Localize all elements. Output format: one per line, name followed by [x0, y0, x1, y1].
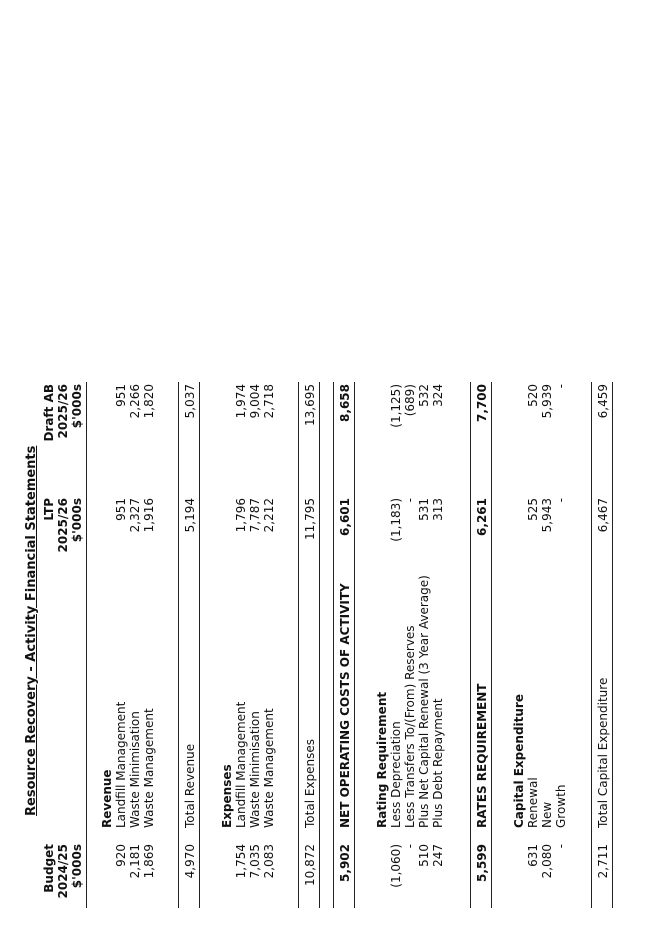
- total-expenses-label: Total Expenses: [303, 738, 317, 828]
- rating-label: Less Depreciation: [389, 721, 403, 828]
- capex-ltp: 525: [526, 498, 540, 521]
- rates-top-rule: [470, 382, 471, 908]
- total-capex-label: Total Capital Expenditure: [596, 677, 610, 828]
- statement-title: Resource Recovery - Activity Financial Statements: [24, 445, 39, 816]
- expense-ltp: 7,787: [248, 498, 262, 533]
- revenue-budget: 1,869: [142, 844, 156, 879]
- rating-budget: -: [403, 844, 417, 849]
- expenses-heading: Expenses: [220, 764, 234, 828]
- net-cost-draft: 8,658: [338, 384, 352, 422]
- rates-draft: 7,700: [475, 384, 489, 422]
- rates-budget: 5,599: [475, 844, 489, 882]
- total-expenses-draft: 13,695: [303, 384, 317, 426]
- capex-draft: -: [554, 384, 568, 389]
- ltp-header-3: $'000s: [70, 498, 84, 543]
- rates-label: RATES REQUIREMENT: [475, 683, 489, 828]
- revenue-budget: 920: [114, 844, 128, 867]
- net-cost-label: NET OPERATING COSTS OF ACTIVITY: [338, 583, 352, 828]
- total-expenses-bottom-rule: [319, 382, 320, 908]
- revenue-label: Waste Minimisation: [128, 711, 142, 828]
- rating-label: Plus Net Capital Renewal (3 Year Average): [417, 575, 431, 828]
- total-revenue-label: Total Revenue: [183, 743, 197, 828]
- capex-label: New: [540, 801, 554, 828]
- draft-header-2: 2025/26: [56, 384, 70, 439]
- capex-budget: 2,080: [540, 844, 554, 879]
- expense-draft: 1,974: [234, 384, 248, 419]
- net-cost-top-rule: [333, 382, 334, 908]
- expense-draft: 2,718: [262, 384, 276, 419]
- rating-budget: 510: [417, 844, 431, 867]
- expense-label: Landfill Management: [234, 701, 248, 828]
- expense-ltp: 2,212: [262, 498, 276, 533]
- rating-label: Plus Debt Repayment: [431, 698, 445, 828]
- total-capex-budget: 2,711: [596, 844, 610, 879]
- capex-label: Renewal: [526, 777, 540, 828]
- rating-budget: 247: [431, 844, 445, 867]
- rates-ltp: 6,261: [475, 498, 489, 536]
- rating-ltp: 313: [431, 498, 445, 521]
- expense-budget: 7,035: [248, 844, 262, 879]
- capex-ltp: 5,943: [540, 498, 554, 533]
- expense-ltp: 1,796: [234, 498, 248, 533]
- rating-ltp: (1,183): [389, 498, 403, 542]
- budget-header-3: $'000s: [70, 844, 84, 889]
- budget-header-2: 2024/25: [56, 844, 70, 899]
- draft-header-3: $'000s: [70, 384, 84, 429]
- revenue-budget: 2,181: [128, 844, 142, 879]
- total-revenue-draft: 5,037: [183, 384, 197, 419]
- revenue-ltp: 2,327: [128, 498, 142, 533]
- capex-budget: -: [554, 844, 568, 849]
- revenue-draft: 951: [114, 384, 128, 407]
- revenue-heading: Revenue: [100, 769, 114, 828]
- expense-draft: 9,004: [248, 384, 262, 419]
- total-capex-bottom-rule: [612, 382, 613, 908]
- draft-header-1: Draft AB: [42, 384, 56, 442]
- revenue-label: Landfill Management: [114, 701, 128, 828]
- total-expenses-top-rule: [298, 382, 299, 908]
- total-revenue-ltp: 5,194: [183, 498, 197, 533]
- capex-draft: 5,939: [540, 384, 554, 419]
- header-rule: [86, 382, 87, 908]
- rating-ltp: 531: [417, 498, 431, 521]
- rating-draft: (689): [403, 384, 417, 417]
- total-capex-top-rule: [591, 382, 592, 908]
- ltp-header-1: LTP: [42, 498, 56, 521]
- total-expenses-ltp: 11,795: [303, 498, 317, 540]
- rating-ltp: -: [403, 498, 417, 503]
- total-expenses-budget: 10,872: [303, 844, 317, 886]
- capex-label: Growth: [554, 784, 568, 828]
- expense-label: Waste Minimisation: [248, 711, 262, 828]
- revenue-draft: 1,820: [142, 384, 156, 419]
- total-capex-draft: 6,459: [596, 384, 610, 419]
- rating-budget: (1,060): [389, 844, 403, 888]
- rating-label: Less Transfers To/(From) Reserves: [403, 625, 417, 828]
- revenue-draft: 2,266: [128, 384, 142, 419]
- net-cost-ltp: 6,601: [338, 498, 352, 536]
- capex-heading: Capital Expenditure: [512, 694, 526, 828]
- expense-budget: 1,754: [234, 844, 248, 879]
- revenue-ltp: 951: [114, 498, 128, 521]
- net-cost-budget: 5,902: [338, 844, 352, 882]
- expense-budget: 2,083: [262, 844, 276, 879]
- capex-budget: 631: [526, 844, 540, 867]
- revenue-label: Waste Management: [142, 708, 156, 828]
- rating-draft: 324: [431, 384, 445, 407]
- budget-header-1: Budget: [42, 844, 56, 893]
- rating-heading: Rating Requirement: [375, 691, 389, 828]
- total-revenue-bottom-rule: [199, 382, 200, 908]
- total-revenue-top-rule: [178, 382, 179, 908]
- revenue-ltp: 1,916: [142, 498, 156, 533]
- capex-ltp: -: [554, 498, 568, 503]
- total-capex-ltp: 6,467: [596, 498, 610, 533]
- net-cost-bottom-rule: [354, 382, 355, 908]
- rating-draft: (1,125): [389, 384, 403, 428]
- rating-draft: 532: [417, 384, 431, 407]
- total-revenue-budget: 4,970: [183, 844, 197, 879]
- capex-draft: 520: [526, 384, 540, 407]
- expense-label: Waste Management: [262, 708, 276, 828]
- rates-bottom-rule: [491, 382, 492, 908]
- ltp-header-2: 2025/26: [56, 498, 70, 553]
